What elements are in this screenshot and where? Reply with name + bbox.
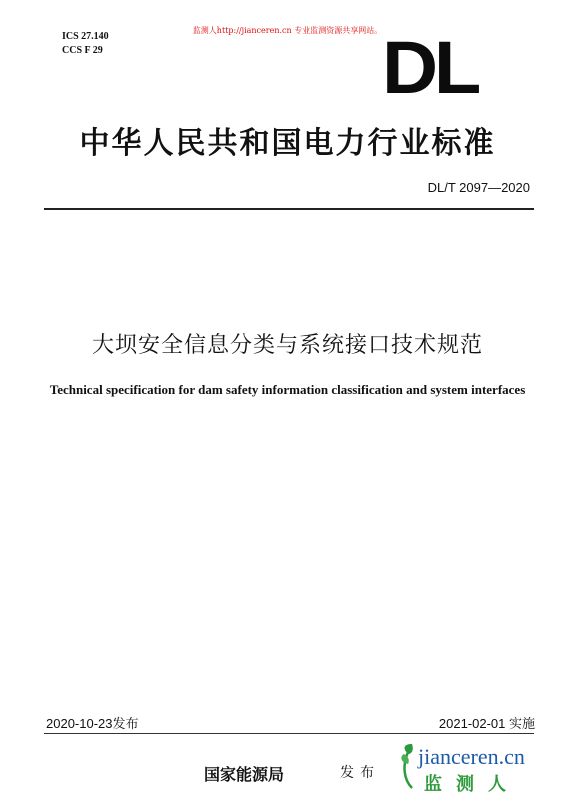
issuer: 国家能源局 [204, 765, 285, 784]
watermark-logo [398, 742, 528, 798]
document-title-cn: 大坝安全信息分类与系统接口技术规范 [91, 333, 483, 358]
standard-title: 中华人民共和国电力行业标准 [79, 126, 496, 161]
bottom-divider [44, 733, 534, 734]
document-title-en: Technical specification for dam safety information classification and system interfaces [49, 382, 526, 397]
watermark-domain: jianceren.cn [418, 744, 525, 769]
dl-logo: DL [382, 26, 478, 109]
top-divider [44, 208, 534, 210]
ccs-code: CCS F 29 [62, 45, 103, 56]
watermark-top-text: 监测人http://jianceren.cn 专业监测资源共享网站。 [192, 26, 383, 35]
issue-date: 2020-10-23发布 [46, 716, 139, 731]
implement-date: 2021-02-01 实施 [438, 716, 535, 731]
ics-code: ICS 27.140 [62, 31, 109, 42]
issue-label: 发布 [340, 765, 380, 781]
standard-code: DL/T 2097—2020 [427, 180, 530, 195]
classification-block [62, 30, 109, 58]
watermark-chars: 监测人 [424, 774, 520, 795]
